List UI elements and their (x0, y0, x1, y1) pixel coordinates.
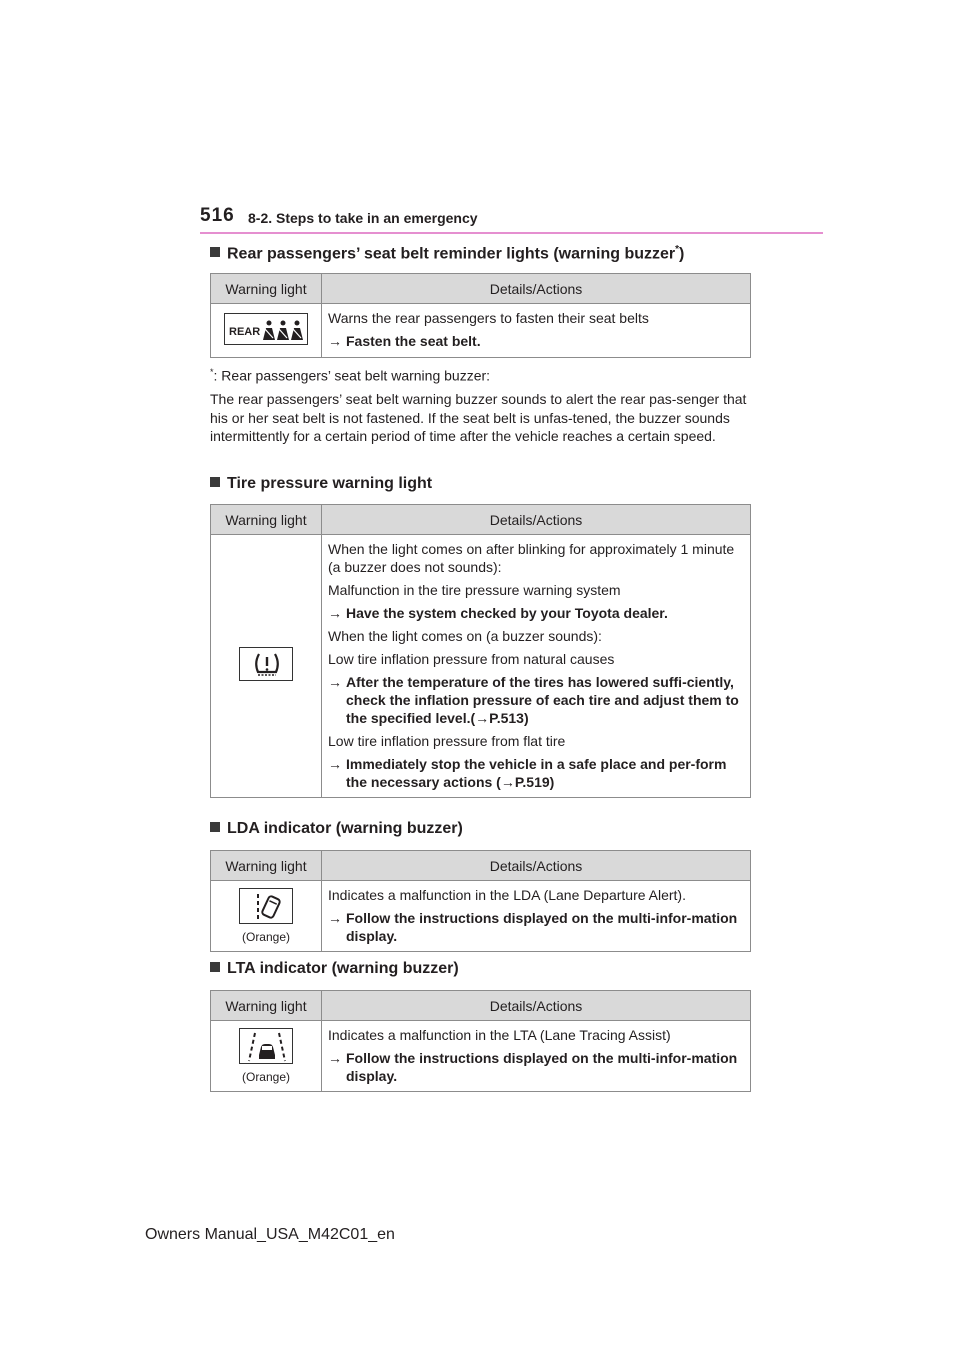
lta-heading: LTA indicator (warning buzzer) (210, 960, 459, 978)
col-details-actions: Details/Actions (322, 505, 751, 535)
tire-details-4: Low tire inflation pressure from natural causes (328, 651, 615, 667)
lda-details: Indicates a malfunction in the LDA (Lane Departure Alert). (328, 887, 686, 903)
bullet-square-icon (210, 247, 220, 257)
col-details-actions: Details/Actions (322, 851, 751, 881)
col-warning-light: Warning light (211, 505, 322, 535)
lta-action: → Follow the instructions displayed on the multi-infor-mation display. (328, 1050, 738, 1084)
lda-table (210, 850, 751, 952)
col-warning-light: Warning light (211, 991, 322, 1021)
lta-table (210, 990, 751, 1092)
lta-details: Indicates a malfunction in the LTA (Lane Tracing Assist) (328, 1027, 671, 1043)
tire-pressure-heading: Tire pressure warning light (210, 475, 432, 493)
header-divider (200, 232, 823, 234)
page-footer: Owners Manual_USA_M42C01_en (145, 1226, 395, 1243)
col-details-actions: Details/Actions (322, 991, 751, 1021)
rear-seatbelt-icon (224, 313, 308, 345)
footnote: *: Rear passengers’ seat belt warning buzzer: (210, 367, 491, 384)
lda-heading: LDA indicator (warning buzzer) (210, 820, 463, 838)
tire-details-3: When the light comes on (a buzzer sounds): (328, 628, 602, 644)
col-warning-light: Warning light (211, 274, 322, 304)
tire-action-3: → Immediately stop the vehicle in a safe place and per-form the necessary actions (→P.519) (328, 756, 727, 790)
page-number: 516 (200, 205, 235, 226)
lda-icon (239, 888, 293, 924)
tire-action-1: → Have the system checked by your Toyota dealer. (328, 605, 668, 621)
tire-pressure-table (210, 504, 751, 798)
rear-action: → Fasten the seat belt. (328, 333, 481, 349)
bullet-square-icon (210, 822, 220, 832)
rear-details: Warns the rear passengers to fasten their seat belts (328, 310, 649, 326)
tire-details-1: When the light comes on after blinking for approximately 1 minute (a buzzer does not sounds): (328, 541, 735, 575)
lta-icon (239, 1028, 293, 1064)
rear-seatbelt-heading: Rear passengers’ seat belt reminder lights (warning buzzer*) (210, 244, 684, 263)
lta-color-caption: (Orange) (241, 1070, 291, 1084)
rear-seatbelt-table (210, 273, 751, 358)
rear-buzzer-paragraph: The rear passengers’ seat belt warning buzzer sounds to alert the rear pas-senger that his or her seat belt is not fastened. If the seat belt is unfas-tened, the buzzer sounds intermittently for a certain period of time after the vehicle reaches a certain speed. (210, 391, 747, 444)
col-warning-light: Warning light (211, 851, 322, 881)
lda-action: → Follow the instructions displayed on the multi-infor-mation display. (328, 910, 738, 944)
svg-text:REAR: REAR (229, 325, 261, 338)
lda-color-caption: (Orange) (241, 930, 291, 944)
bullet-square-icon (210, 477, 220, 487)
col-details-actions: Details/Actions (322, 274, 751, 304)
tire-pressure-icon (239, 647, 293, 681)
section-title: 8-2. Steps to take in an emergency (248, 210, 478, 226)
bullet-square-icon (210, 962, 220, 972)
tire-details-2: Malfunction in the tire pressure warning system (328, 582, 621, 598)
tire-action-2: → After the temperature of the tires has lowered suffi-ciently, check the inflation pressure of each tire and adjust them to the specified level.(→P.513) (328, 674, 739, 726)
tire-details-5: Low tire inflation pressure from flat tire (328, 733, 566, 749)
